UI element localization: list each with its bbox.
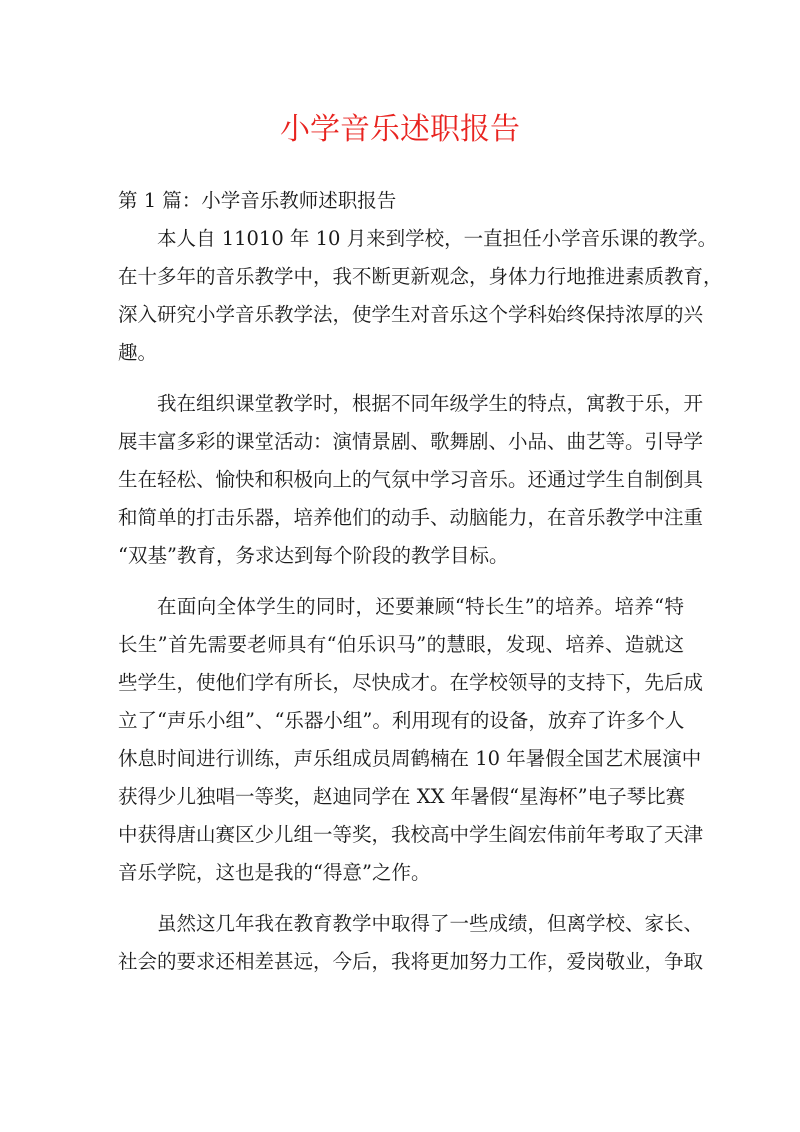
paragraph-line: 获得少儿独唱一等奖，赵迪同学在 XX 年暑假“星海杯”电子琴比赛 [118,785,686,808]
paragraph-line: 深入研究小学音乐教学法，使学生对音乐这个学科始终保持浓厚的兴 [118,303,704,326]
document-body [118,182,723,994]
paragraph-line: 中获得唐山赛区少儿组一等奖，我校高中学生阎宏伟前年考取了天津 [118,823,704,846]
paragraph-line: 我在组织课堂教学时，根据不同年级学生的特点，寓教于乐，开 [157,392,704,415]
paragraph-line: 在十多年的音乐教学中，我不断更新观念，身体力行地推进素质教育， [118,265,723,288]
paragraph-line: 展丰富多彩的课堂活动：演情景剧、歌舞剧、小品、曲艺等。引导学 [118,430,704,453]
section-heading: 第 1 篇：小学音乐教师述职报告 [118,189,397,212]
paragraph-line: 休息时间进行训练，声乐组成员周鹤楠在 10 年暑假全国艺术展演中 [118,747,702,770]
paragraph-line: 社会的要求还相差甚远，今后，我将更加努力工作，爱岗敬业，争取 [118,950,704,973]
paragraph-line: 立了“声乐小组”、“乐器小组”。利用现有的设备，放弃了许多个人 [118,709,685,732]
paragraph-line: 在面向全体学生的同时，还要兼顾“特长生”的培养。培养“特 [157,595,684,618]
paragraph-3 [118,588,704,892]
paragraph-line: “双基”教育，务求达到每个阶段的教学目标。 [118,544,509,567]
paragraph-line: 和简单的打击乐器，培养他们的动手、动脑能力，在音乐教学中注重 [118,506,704,529]
paragraph-line: 本人自 11010 年 10 月来到学校，一直担任小学音乐课的教学。 [157,227,718,250]
paragraph-2 [118,385,704,575]
paragraph-line: 生在轻松、愉快和积极向上的气氛中学习音乐。还通过学生自制倒具 [118,468,704,491]
paragraph-line: 虽然这几年我在教育教学中取得了一些成绩，但离学校、家长、 [157,912,704,935]
paragraph-1 [118,220,723,372]
paragraph-line: 些学生，使他们学有所长，尽快成才。在学校领导的支持下，先后成 [118,671,704,694]
paragraph-line: 长生”首先需要老师具有“伯乐识马”的慧眼，发现、培养、造就这 [118,633,684,656]
paragraph-line: 趣。 [118,341,158,364]
document-title: 小学音乐述职报告 [280,112,520,147]
paragraph-line: 音乐学院，这也是我的“得意”之作。 [118,861,431,884]
paragraph-4 [118,905,704,981]
